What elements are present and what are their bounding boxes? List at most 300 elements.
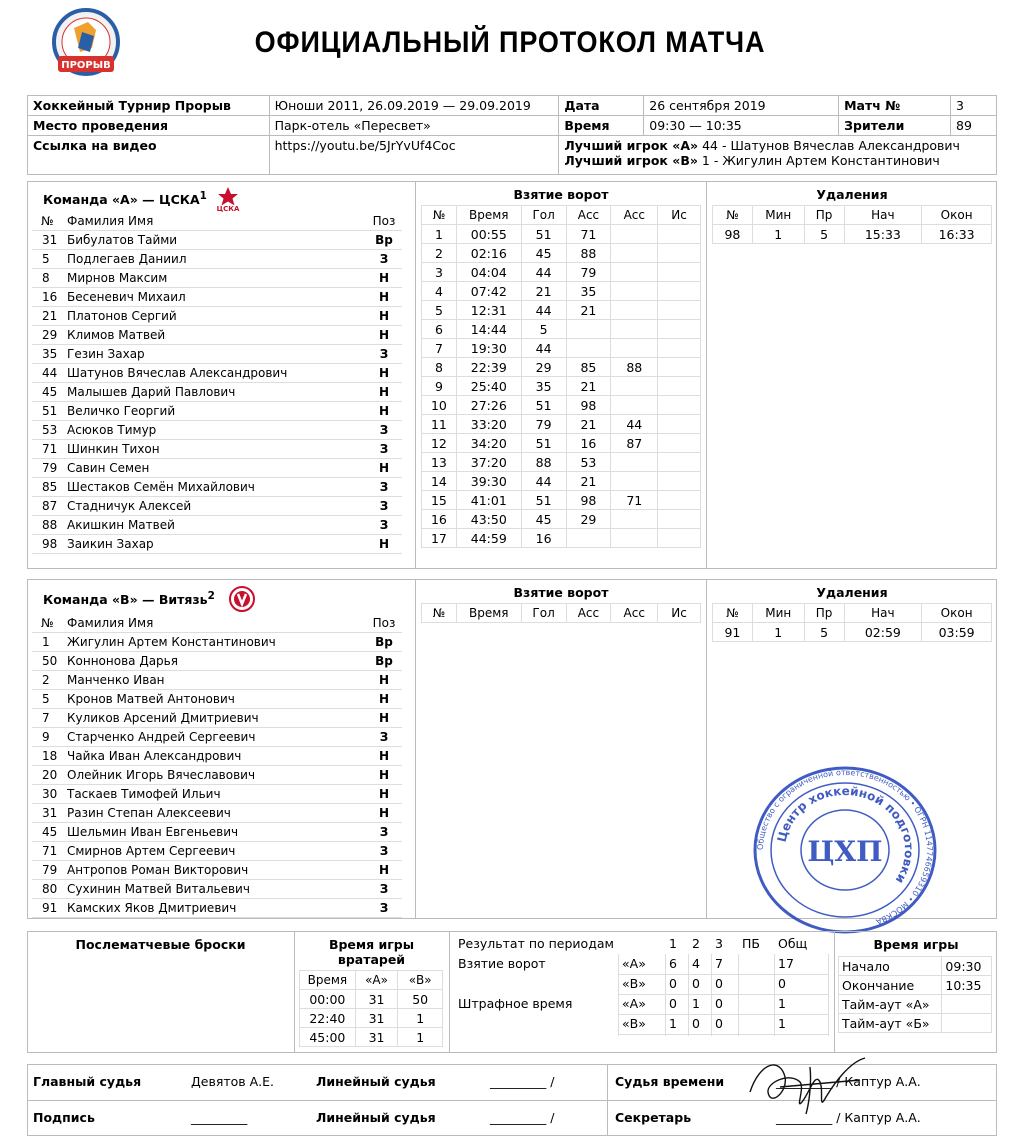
cell: 1 [752, 623, 804, 642]
gametime-title: Время игры [873, 937, 959, 952]
signature-blank: _________ [191, 1110, 248, 1125]
team-a-title-text: Команда «А» — ЦСКА [43, 192, 200, 208]
cell [658, 377, 701, 396]
period-col-header: 3 [715, 936, 723, 951]
player-number: 9 [32, 728, 62, 747]
roster-row [32, 652, 402, 671]
period-value: 0 [669, 976, 677, 991]
player-position: Н [366, 364, 402, 383]
cell: 2 [422, 244, 457, 263]
goalie-row [300, 1009, 443, 1028]
player-position: Н [366, 747, 402, 766]
tournament-name: Хоккейный Турнир Прорыв [28, 96, 270, 116]
player-number: 2 [32, 671, 62, 690]
cell: 00:55 [456, 225, 521, 244]
cell: 44 [521, 339, 566, 358]
main-ref-label: Главный судья [33, 1074, 142, 1089]
cell: 21 [566, 301, 611, 320]
cell: 31 [355, 1028, 398, 1047]
linesman-1-value: _________ / [490, 1074, 555, 1089]
stamp-ring-outer: Общество с ограниченной ответственностью • ОГРН 1147746659310 • МОСКВА [755, 767, 935, 927]
cell: 33:20 [456, 415, 521, 434]
player-position: З [366, 478, 402, 497]
player-name: Разин Степан Алексеевич [62, 804, 366, 823]
player-position: Н [366, 535, 402, 554]
col-header: № [422, 206, 457, 225]
team-a-roster [32, 212, 402, 554]
cell: 14:44 [456, 320, 521, 339]
cell: 19:30 [456, 339, 521, 358]
period-value: 0 [669, 996, 677, 1011]
player-number: 18 [32, 747, 62, 766]
cell: 04:04 [456, 263, 521, 282]
player-name: Платонов Сергий [62, 307, 366, 326]
best-players [559, 136, 997, 175]
roster-row [32, 250, 402, 269]
player-name: Коннонова Дарья [62, 652, 366, 671]
signature-label: Подпись [33, 1110, 95, 1125]
cell: 50 [398, 990, 443, 1009]
player-number: 1 [32, 633, 62, 652]
cell [658, 510, 701, 529]
player-name: Кронов Матвей Антонович [62, 690, 366, 709]
cell [658, 225, 701, 244]
roster-row [32, 804, 402, 823]
cell: 22:39 [456, 358, 521, 377]
player-name: Подлегаев Даниил [62, 250, 366, 269]
cell: 34:20 [456, 434, 521, 453]
player-position: Н [366, 804, 402, 823]
timekeeper-label: Судья времени [615, 1074, 725, 1089]
col-header: Ис [658, 604, 701, 623]
col-position: Поз [366, 212, 402, 231]
cell: 45 [521, 510, 566, 529]
player-position: Н [366, 307, 402, 326]
col-header: Гол [521, 206, 566, 225]
player-position: Н [366, 288, 402, 307]
player-position: З [366, 250, 402, 269]
roster-row [32, 478, 402, 497]
cell: 1 [752, 225, 804, 244]
cell: 16 [521, 529, 566, 548]
goal-row [422, 453, 701, 472]
period-value: 4 [692, 956, 700, 971]
cell: 79 [566, 263, 611, 282]
period-col-header: ПБ [742, 936, 760, 951]
goal-row [422, 320, 701, 339]
cell [611, 244, 658, 263]
col-header: Окон [922, 604, 992, 623]
goal-row [422, 510, 701, 529]
cell: 9 [422, 377, 457, 396]
cell: 5 [804, 225, 844, 244]
cell: 17 [422, 529, 457, 548]
cell: 15 [422, 491, 457, 510]
team-a-goals-table [421, 205, 701, 548]
player-name: Шельмин Иван Евгеньевич [62, 823, 366, 842]
cell: 29 [521, 358, 566, 377]
cell: 21 [566, 415, 611, 434]
player-number: 29 [32, 326, 62, 345]
goal-row [422, 529, 701, 548]
player-position: Н [366, 709, 402, 728]
col-number: № [32, 212, 62, 231]
cell [942, 1014, 992, 1033]
gametime-row [839, 976, 992, 995]
player-number: 98 [32, 535, 62, 554]
roster-row [32, 326, 402, 345]
period-value: 1 [778, 1016, 786, 1031]
video-link[interactable]: https://youtu.be/5JrYvUf4Coc [269, 136, 559, 175]
player-position: З [366, 823, 402, 842]
cell: 39:30 [456, 472, 521, 491]
player-name: Заикин Захар [62, 535, 366, 554]
roster-row [32, 402, 402, 421]
periods-pen-label: Штрафное время [458, 996, 573, 1011]
period-value: 6 [669, 956, 677, 971]
date-label: Дата [559, 96, 644, 116]
player-number: 45 [32, 823, 62, 842]
linesman-1-label: Линейный судья [316, 1074, 436, 1089]
player-name: Мирнов Максим [62, 269, 366, 288]
gametime-row [839, 995, 992, 1014]
roster-row [32, 861, 402, 880]
player-name: Антропов Роман Викторович [62, 861, 366, 880]
cell: 71 [566, 225, 611, 244]
cell [658, 415, 701, 434]
player-position: З [366, 842, 402, 861]
cell: 91 [713, 623, 753, 642]
cell [658, 339, 701, 358]
video-label: Ссылка на видео [28, 136, 270, 175]
player-number: 88 [32, 516, 62, 535]
cell: 12:31 [456, 301, 521, 320]
cell: 3 [422, 263, 457, 282]
cell [611, 472, 658, 491]
cell: 45 [521, 244, 566, 263]
player-position: Н [366, 326, 402, 345]
goal-row [422, 301, 701, 320]
roster-row [32, 307, 402, 326]
col-header: № [713, 206, 753, 225]
cell: 02:59 [844, 623, 922, 642]
cell: 45:00 [300, 1028, 356, 1047]
team-a-goals-title: Взятие ворот [513, 187, 609, 202]
col-header: № [713, 604, 753, 623]
player-number: 20 [32, 766, 62, 785]
cell: 5 [422, 301, 457, 320]
cell: 13 [422, 453, 457, 472]
cell [611, 377, 658, 396]
stamp-ring-top: Центр хоккейной подготовки [774, 783, 917, 887]
team-b-goals-table [421, 603, 701, 623]
cell: 88 [521, 453, 566, 472]
roster-row [32, 880, 402, 899]
cell: 00:00 [300, 990, 356, 1009]
cell [658, 491, 701, 510]
gametime-row [839, 1014, 992, 1033]
goalie-time-table [299, 970, 443, 1047]
player-position: Вр [366, 633, 402, 652]
cell: 51 [521, 396, 566, 415]
cell: 25:40 [456, 377, 521, 396]
period-value: 0 [715, 976, 723, 991]
venue-value: Парк-отель «Пересвет» [269, 116, 559, 136]
team-b-title-text: Команда «В» — Витязь [43, 592, 208, 608]
period-team-label: «А» [622, 956, 646, 971]
cska-emblem-icon [214, 186, 242, 212]
roster-row [32, 766, 402, 785]
period-value: 7 [715, 956, 723, 971]
col-header: Пр [804, 206, 844, 225]
player-number: 35 [32, 345, 62, 364]
player-number: 91 [32, 899, 62, 918]
goal-row [422, 434, 701, 453]
player-position: З [366, 899, 402, 918]
organization-stamp [750, 765, 940, 935]
goal-row [422, 263, 701, 282]
vityaz-emblem-icon [228, 585, 256, 613]
timekeeper-value: _________ / Каптур А.А. [776, 1074, 921, 1089]
cell: 03:59 [922, 623, 992, 642]
cell [611, 282, 658, 301]
goal-row [422, 396, 701, 415]
goal-row [422, 282, 701, 301]
player-number: 80 [32, 880, 62, 899]
cell: 4 [422, 282, 457, 301]
roster-row [32, 516, 402, 535]
player-number: 30 [32, 785, 62, 804]
cell: 14 [422, 472, 457, 491]
cell: 51 [521, 225, 566, 244]
cell: 79 [521, 415, 566, 434]
col-name: Фамилия Имя [62, 212, 366, 231]
cell: 27:26 [456, 396, 521, 415]
col-header: Мин [752, 206, 804, 225]
cell [566, 529, 611, 548]
team-b-sup: 2 [207, 590, 215, 602]
player-number: 50 [32, 652, 62, 671]
cell [566, 320, 611, 339]
player-position: З [366, 497, 402, 516]
cell: 7 [422, 339, 457, 358]
team-b-goals-title: Взятие ворот [513, 585, 609, 600]
cell [658, 244, 701, 263]
cell: 71 [611, 491, 658, 510]
player-number: 51 [32, 402, 62, 421]
match-no-value: 3 [951, 96, 997, 116]
player-number: 44 [32, 364, 62, 383]
cell: 07:42 [456, 282, 521, 301]
cell: 87 [611, 434, 658, 453]
player-name: Олейник Игорь Вячеславович [62, 766, 366, 785]
player-name: Шинкин Тихон [62, 440, 366, 459]
player-number: 53 [32, 421, 62, 440]
goal-row [422, 377, 701, 396]
player-name: Акишкин Матвей [62, 516, 366, 535]
cell: 16 [566, 434, 611, 453]
secretary-value: _________ / Каптур А.А. [776, 1110, 921, 1125]
periods-goals-label: Взятие ворот [458, 956, 546, 971]
roster-row [32, 345, 402, 364]
cell [658, 320, 701, 339]
player-name: Старченко Андрей Сергеевич [62, 728, 366, 747]
venue-label: Место проведения [28, 116, 270, 136]
col-header: Пр [804, 604, 844, 623]
period-col-header: Общ [778, 936, 808, 951]
cell: 44 [521, 472, 566, 491]
player-name: Таскаев Тимофей Ильич [62, 785, 366, 804]
period-value: 0 [692, 1016, 700, 1031]
cell: 11 [422, 415, 457, 434]
cell: 29 [566, 510, 611, 529]
cell: 21 [566, 377, 611, 396]
player-name: Климов Матвей [62, 326, 366, 345]
roster-row [32, 633, 402, 652]
player-number: 45 [32, 383, 62, 402]
col-header: Время [456, 604, 521, 623]
goalie-time-title: Время игры вратарей [328, 937, 415, 967]
tournament-dates: Юноши 2011, 26.09.2019 — 29.09.2019 [269, 96, 559, 116]
main-ref-name: Девятов А.Е. [191, 1074, 275, 1089]
goal-row [422, 339, 701, 358]
goal-row [422, 415, 701, 434]
cell: 43:50 [456, 510, 521, 529]
team-a-penalty-table [712, 205, 992, 244]
best-a-value: 44 - Шатунов Вячеслав Александрович [702, 138, 960, 153]
best-b-label: Лучший игрок «В» [564, 153, 698, 168]
col-header: Окон [922, 206, 992, 225]
logo-text: ПРОРЫВ [61, 60, 111, 71]
cell [658, 434, 701, 453]
roster-row [32, 364, 402, 383]
col-header: Время [300, 971, 356, 990]
roster-row [32, 823, 402, 842]
player-name: Стадничук Алексей [62, 497, 366, 516]
col-header: Нач [844, 604, 922, 623]
roster-row [32, 459, 402, 478]
player-name: Смирнов Артем Сергеевич [62, 842, 366, 861]
player-position: З [366, 880, 402, 899]
player-number: 7 [32, 709, 62, 728]
col-name: Фамилия Имя [62, 614, 366, 633]
cell: 16:33 [922, 225, 992, 244]
player-number: 71 [32, 440, 62, 459]
cell [658, 282, 701, 301]
col-position: Поз [366, 614, 402, 633]
col-header: Гол [521, 604, 566, 623]
player-number: 31 [32, 804, 62, 823]
team-a-sup: 1 [199, 190, 207, 202]
player-position: З [366, 440, 402, 459]
col-header: Ис [658, 206, 701, 225]
cell: 12 [422, 434, 457, 453]
goal-row [422, 472, 701, 491]
cell [611, 225, 658, 244]
spectators-value: 89 [951, 116, 997, 136]
roster-row [32, 671, 402, 690]
tournament-logo [44, 8, 128, 80]
player-number: 31 [32, 231, 62, 250]
team-a-title [43, 190, 207, 207]
roster-row [32, 690, 402, 709]
roster-row [32, 497, 402, 516]
roster-row [32, 785, 402, 804]
best-a-label: Лучший игрок «А» [564, 138, 699, 153]
player-number: 8 [32, 269, 62, 288]
player-number: 71 [32, 842, 62, 861]
col-header: Время [456, 206, 521, 225]
player-number: 5 [32, 250, 62, 269]
player-name: Бесеневич Михаил [62, 288, 366, 307]
cell: 88 [611, 358, 658, 377]
player-number: 79 [32, 861, 62, 880]
team-a-pen-title: Удаления [816, 187, 888, 202]
col-number: № [32, 614, 62, 633]
period-team-label: «А» [622, 996, 646, 1011]
roster-row [32, 709, 402, 728]
cell: 5 [804, 623, 844, 642]
gametime-table [838, 956, 992, 1033]
player-name: Бибулатов Тайми [62, 231, 366, 250]
col-header: № [422, 604, 457, 623]
player-name: Куликов Арсений Дмитриевич [62, 709, 366, 728]
roster-row [32, 269, 402, 288]
player-position: Н [366, 861, 402, 880]
goal-row [422, 244, 701, 263]
cell: 31 [355, 990, 398, 1009]
roster-row [32, 288, 402, 307]
team-b-roster [32, 614, 402, 918]
cell: 44 [521, 263, 566, 282]
date-value: 26 сентября 2019 [644, 96, 839, 116]
player-number: 79 [32, 459, 62, 478]
cell [658, 529, 701, 548]
cell: 21 [521, 282, 566, 301]
cell: Тайм-аут «А» [839, 995, 942, 1014]
cell: 53 [566, 453, 611, 472]
cell: 10 [422, 396, 457, 415]
period-value: 0 [778, 976, 786, 991]
roster-row [32, 899, 402, 918]
shootout-title: Послематчевые броски [75, 937, 246, 952]
match-header [27, 95, 997, 175]
linesman-2-label: Линейный судья [316, 1110, 436, 1125]
roster-row [32, 440, 402, 459]
cell: 10:35 [942, 976, 992, 995]
player-number: 87 [32, 497, 62, 516]
handwritten-signature [740, 1052, 880, 1116]
cell: 5 [521, 320, 566, 339]
period-value: 0 [692, 976, 700, 991]
period-value: 1 [778, 996, 786, 1011]
gametime-row [839, 957, 992, 976]
penalty-row [713, 623, 992, 642]
goal-row [422, 225, 701, 244]
player-name: Асюков Тимур [62, 421, 366, 440]
player-position: Н [366, 269, 402, 288]
cell: 1 [398, 1009, 443, 1028]
cell [658, 396, 701, 415]
cell [658, 263, 701, 282]
cska-emblem-text: ЦСКА [216, 205, 240, 212]
period-col-header: 1 [669, 936, 677, 951]
cell [566, 339, 611, 358]
cell [658, 358, 701, 377]
roster-row [32, 421, 402, 440]
cell: Тайм-аут «Б» [839, 1014, 942, 1033]
secretary-label: Секретарь [615, 1110, 692, 1125]
